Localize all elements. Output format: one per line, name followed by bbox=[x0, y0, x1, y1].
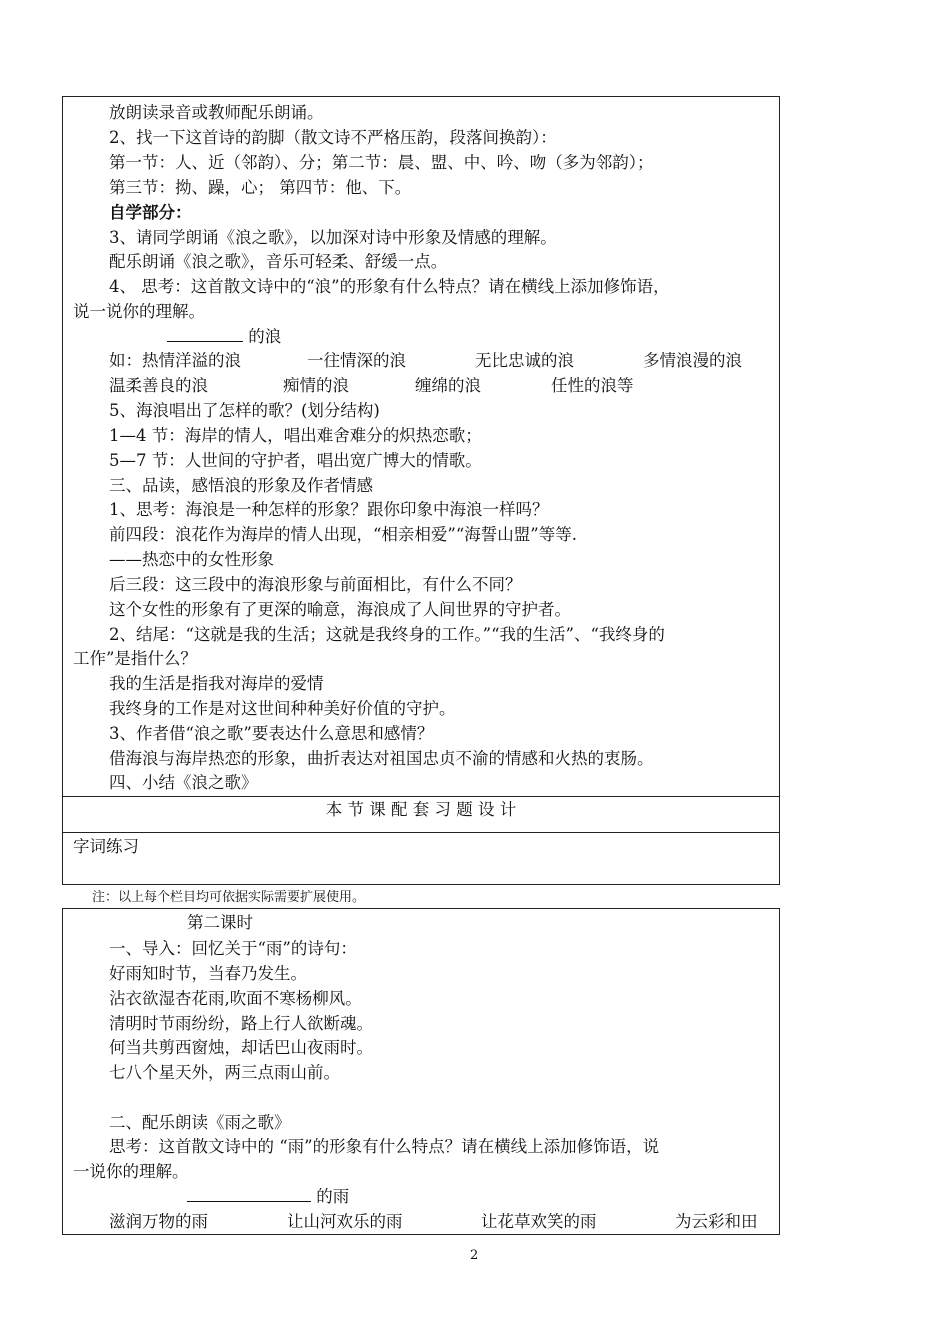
text-line: 放朗读录音或教师配乐朗诵。 bbox=[109, 103, 324, 122]
row-divider bbox=[63, 832, 779, 833]
text-line: 4、 思考：这首散文诗中的“浪”的形象有什么特点？请在横线上添加修饰语， bbox=[109, 277, 670, 296]
fill-blank-rain bbox=[187, 1185, 349, 1209]
example-item: 多情浪漫的浪 bbox=[643, 351, 742, 370]
poem-line: 沾衣欲湿杏花雨,吹面不寒杨柳风。 bbox=[109, 989, 362, 1008]
text-line: 2、找一下这首诗的韵脚（散文诗不严格压韵，段落间换韵）： bbox=[109, 128, 557, 147]
text-line: 后三段：这三段中的海浪形象与前面相比，有什么不同？ bbox=[109, 575, 522, 594]
text-line: 四、小结《浪之歌》 bbox=[109, 773, 258, 792]
text-line: 2、结尾：“这就是我的生活；这就是我终身的工作。”“我的生活”、“我终身的 bbox=[109, 625, 665, 644]
text-line: 前四段：浪花作为海岸的情人出现，“相亲相爱”“海誓山盟”等等. bbox=[109, 525, 577, 544]
blank-line bbox=[167, 325, 243, 342]
text-line: 三、品读，感悟浪的形象及作者情感 bbox=[109, 476, 373, 495]
text-line: 这个女性的形象有了更深的喻意，海浪成了人间世界的守护者。 bbox=[109, 600, 571, 619]
example-item: 如：热情洋溢的浪 bbox=[109, 351, 241, 370]
fill-blank-wave bbox=[167, 325, 281, 349]
text-line: 二、配乐朗读《雨之歌》 bbox=[109, 1113, 291, 1132]
blank-line bbox=[187, 1185, 311, 1202]
row-divider bbox=[63, 796, 779, 797]
exercise-label: 字词练习 bbox=[73, 837, 139, 856]
text-line: 一、导入：回忆关于“雨”的诗句： bbox=[109, 939, 357, 958]
example-item: 为云彩和田 bbox=[675, 1212, 758, 1231]
page-number: 2 bbox=[470, 1248, 479, 1263]
text-line: 思考：这首散文诗中的 “雨”的形象有什么特点？请在横线上添加修饰语，说 bbox=[109, 1137, 660, 1156]
text-line: 借海浪与海岸热恋的形象，曲折表达对祖国忠贞不渝的情感和火热的衷肠。 bbox=[109, 749, 654, 768]
text-line: 工作”是指什么？ bbox=[73, 649, 197, 668]
blank-suffix: 的雨 bbox=[316, 1187, 350, 1206]
footnote: 注：以上每个栏目均可依据实际需要扩展使用。 bbox=[92, 890, 366, 905]
text-line: 5、海浪唱出了怎样的歌？(划分结构) bbox=[109, 401, 380, 420]
text-line: 说一说你的理解。 bbox=[73, 302, 205, 321]
example-item: 缠绵的浪 bbox=[415, 376, 481, 395]
lesson-heading: 第二课时 bbox=[187, 913, 253, 932]
text-line: 第一节：人、近（邻韵）、分；第二节：晨、盟、中、吟、吻（多为邻韵）； bbox=[109, 153, 654, 172]
text-line: ——热恋中的女性形象 bbox=[109, 550, 274, 569]
blank-suffix: 的浪 bbox=[248, 327, 282, 346]
poem-line: 清明时节雨纷纷，路上行人欲断魂。 bbox=[109, 1014, 373, 1033]
example-item: 滋润万物的雨 bbox=[109, 1212, 208, 1231]
text-line: 一说你的理解。 bbox=[73, 1162, 189, 1181]
text-line: 5—7 节：人世间的守护者，唱出宽广博大的情歌。 bbox=[109, 451, 482, 470]
example-item: 无比忠诚的浪 bbox=[475, 351, 574, 370]
text-line: 3、作者借“浪之歌”要表达什么意思和感情？ bbox=[109, 724, 434, 743]
text-line: 1—4 节：海岸的情人，唱出难舍难分的炽热恋歌； bbox=[109, 426, 482, 445]
example-item: 一往情深的浪 bbox=[307, 351, 406, 370]
text-line: 我终身的工作是对这世间种种美好价值的守护。 bbox=[109, 699, 456, 718]
example-item: 让山河欢乐的雨 bbox=[287, 1212, 403, 1231]
text-line: 我的生活是指我对海岸的爱情 bbox=[109, 674, 324, 693]
example-item: 痴情的浪 bbox=[283, 376, 349, 395]
example-item: 让花草欢笑的雨 bbox=[481, 1212, 597, 1231]
lesson-table-2 bbox=[62, 908, 780, 1235]
poem-line: 七八个星天外，两三点雨山前。 bbox=[109, 1063, 340, 1082]
self-study-heading: 自学部分： bbox=[109, 203, 192, 222]
poem-line: 好雨知时节，当春乃发生。 bbox=[109, 964, 307, 983]
text-line: 3、请同学朗诵《浪之歌》，以加深对诗中形象及情感的理解。 bbox=[109, 228, 557, 247]
text-line: 1、思考：海浪是一种怎样的形象？跟你印象中海浪一样吗？ bbox=[109, 500, 549, 519]
exercise-section-header: 本 节 课 配 套 习 题 设 计 bbox=[325, 800, 517, 819]
poem-line: 何当共剪西窗烛，却话巴山夜雨时。 bbox=[109, 1038, 373, 1057]
text-line: 配乐朗诵《浪之歌》，音乐可轻柔、舒缓一点。 bbox=[109, 252, 448, 271]
example-item: 任性的浪等 bbox=[551, 376, 634, 395]
lesson-table-1 bbox=[62, 96, 780, 885]
example-item: 温柔善良的浪 bbox=[109, 376, 208, 395]
text-line: 第三节：拗、躁，心； 第四节：他、下。 bbox=[109, 178, 412, 197]
